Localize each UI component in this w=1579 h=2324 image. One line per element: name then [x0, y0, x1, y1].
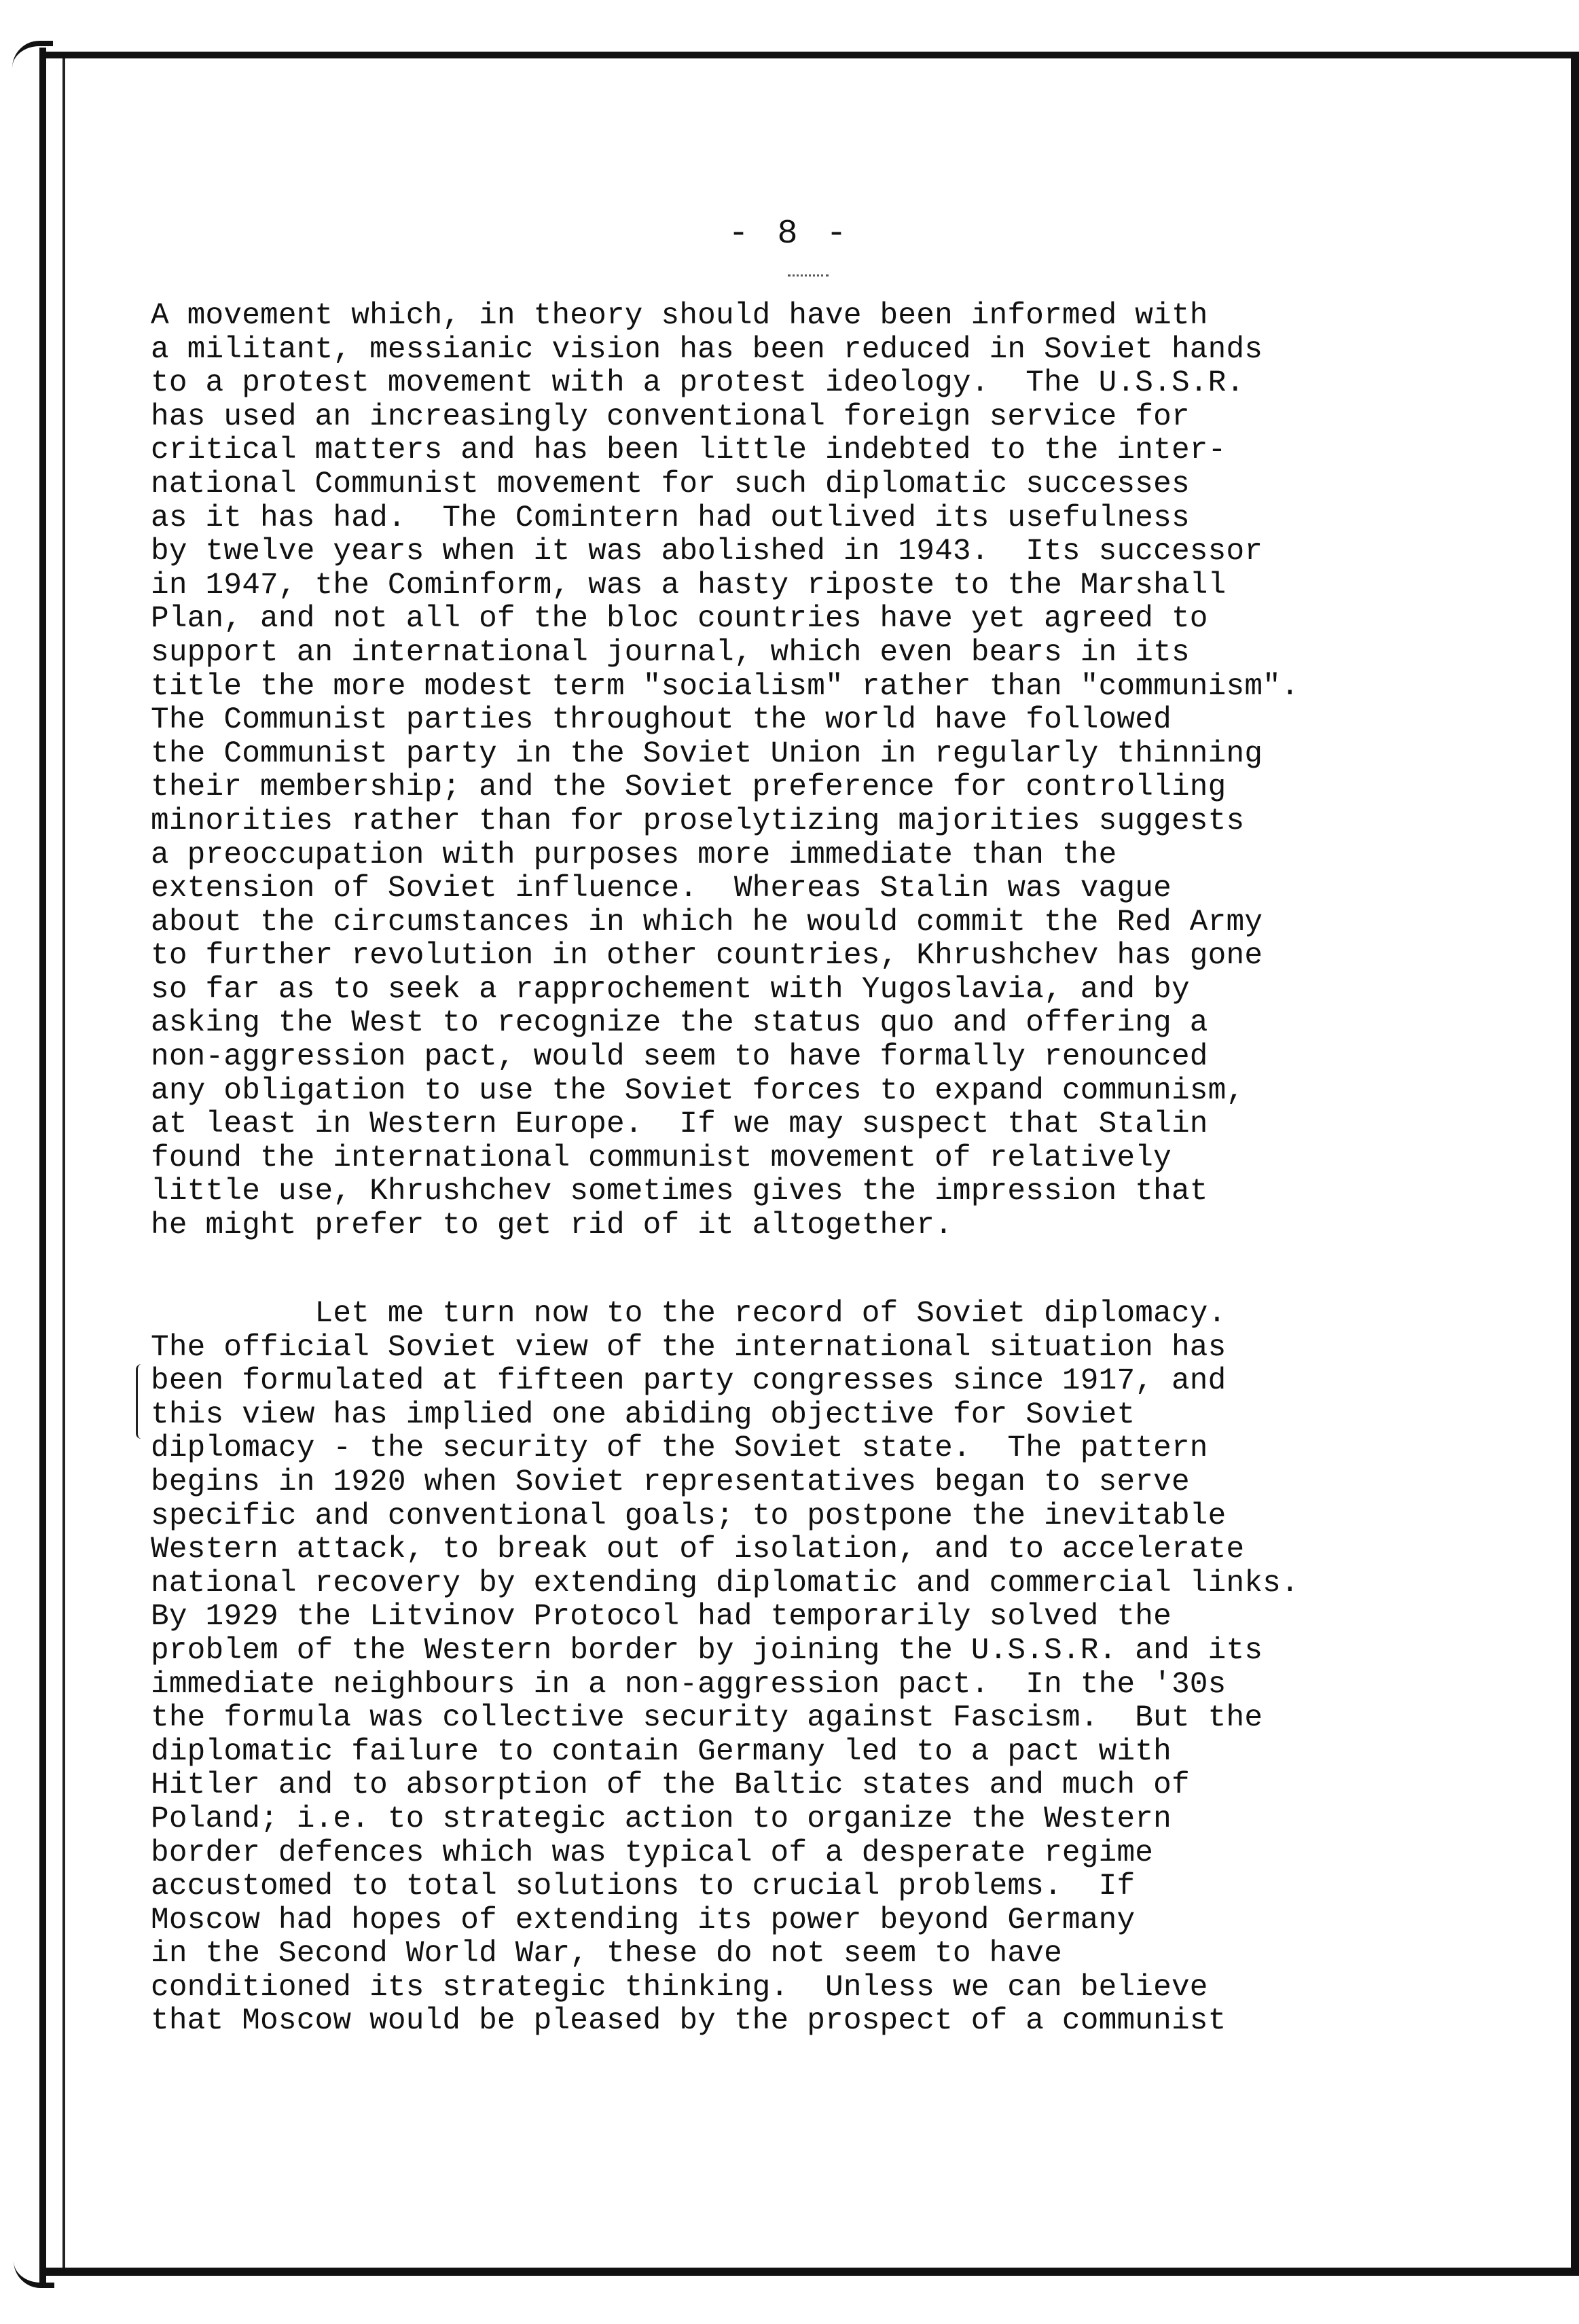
- text-line: Moscow had hopes of extending its power beyond Germany: [151, 1903, 1136, 1937]
- text-line: begins in 1920 when Soviet representatives began to serve: [151, 1465, 1190, 1499]
- text-line: The official Soviet view of the international situation has: [151, 1330, 1227, 1365]
- text-line: national recovery by extending diplomatic and commercial links.: [151, 1566, 1299, 1601]
- text-line: By 1929 the Litvinov Protocol had temporarily solved the: [151, 1600, 1172, 1634]
- text-line: Let me turn now to the record of Soviet diplomacy.: [151, 1297, 1227, 1331]
- text-line: support an international journal, which even bears in its: [151, 635, 1190, 670]
- text-line: so far as to seek a rapprochement with Yugoslavia, and by: [151, 972, 1190, 1007]
- frame-top-rule: [41, 52, 1579, 58]
- text-line: any obligation to use the Soviet forces to expand communism,: [151, 1073, 1245, 1108]
- text-line: accustomed to total solutions to crucial problems. If: [151, 1870, 1136, 1904]
- text-line: to further revolution in other countries, Khrushchev has gone: [151, 939, 1263, 973]
- text-line: problem of the Western border by joining the U.S.S.R. and its: [151, 1633, 1263, 1668]
- text-line: non-aggression pact, would seem to have formally renounced: [151, 1040, 1208, 1075]
- text-line: by twelve years when it was abolished in 1943. Its successor: [151, 535, 1263, 569]
- text-line: in 1947, the Cominform, was a hasty riposte to the Marshall: [151, 568, 1227, 603]
- paragraph-2: [151, 1298, 1482, 2039]
- paragraph-1: [151, 300, 1482, 1243]
- text-line: specific and conventional goals; to postpone the inevitable: [151, 1499, 1227, 1533]
- text-line: that Moscow would be pleased by the prospect of a communist: [151, 2004, 1227, 2039]
- frame-corner-bottom-left: [14, 2255, 54, 2288]
- text-line: the formula was collective security against Fascism. But the: [151, 1701, 1263, 1736]
- text-line: immediate neighbours in a non-aggression pact. In the '30s: [151, 1667, 1227, 1702]
- text-line: about the circumstances in which he would commit the Red Army: [151, 905, 1263, 940]
- text-line: critical matters and has been little indebted to the inter-: [151, 433, 1227, 468]
- text-line: as it has had. The Comintern had outlived its usefulness: [151, 501, 1190, 535]
- text-line: national Communist movement for such diplomatic successes: [151, 467, 1190, 501]
- text-line: diplomatic failure to contain Germany led to a pact with: [151, 1734, 1172, 1769]
- frame-right-rule: [1571, 52, 1579, 2273]
- text-line: been formulated at fifteen party congresses since 1917, and: [151, 1364, 1227, 1399]
- margin-bracket-mark: [136, 1364, 147, 1439]
- text-line: title the more modest term "socialism" rather than "communism".: [151, 669, 1299, 704]
- text-line: in the Second World War, these do not seem to have: [151, 1937, 1062, 1971]
- text-line: conditioned its strategic thinking. Unless we can believe: [151, 1970, 1208, 2005]
- text-line: their membership; and the Soviet preference for controlling: [151, 770, 1227, 805]
- text-line: at least in Western Europe. If we may suspect that Stalin: [151, 1107, 1208, 1142]
- page-number-underline: [788, 266, 829, 276]
- text-line: Plan, and not all of the bloc countries have yet agreed to: [151, 602, 1208, 637]
- text-line: border defences which was typical of a desperate regime: [151, 1836, 1154, 1870]
- text-line: The Communist parties throughout the world have followed: [151, 703, 1172, 738]
- text-line: Hitler and to absorption of the Baltic states and much of: [151, 1768, 1190, 1803]
- text-line: this view has implied one abiding objective for Soviet: [151, 1397, 1136, 1432]
- text-line: Poland; i.e. to strategic action to organize the Western: [151, 1802, 1172, 1836]
- text-line: Western attack, to break out of isolation, and to accelerate: [151, 1533, 1245, 1567]
- text-line: A movement which, in theory should have been informed with: [151, 299, 1208, 333]
- text-line: a preoccupation with purposes more immediate than the: [151, 838, 1117, 872]
- text-line: little use, Khrushchev sometimes gives the impression that: [151, 1175, 1208, 1209]
- text-line: has used an increasingly conventional foreign service for: [151, 399, 1190, 434]
- text-line: found the international communist movement of relatively: [151, 1141, 1172, 1175]
- frame-bottom-rule: [41, 2268, 1579, 2276]
- frame-left-inner-rule: [62, 58, 65, 2270]
- text-line: to a protest movement with a protest ideology. The U.S.S.R.: [151, 366, 1245, 401]
- text-line: the Communist party in the Soviet Union in regularly thinning: [151, 736, 1263, 771]
- text-line: a militant, messianic vision has been reduced in Soviet hands: [151, 332, 1263, 367]
- page-number: - 8 -: [728, 215, 851, 253]
- text-line: minorities rather than for proselytizing majorities suggests: [151, 804, 1245, 838]
- text-line: asking the West to recognize the status quo and offering a: [151, 1006, 1208, 1041]
- text-line: he might prefer to get rid of it altogether.: [151, 1209, 953, 1243]
- frame-left-rule: [39, 48, 46, 2283]
- text-line: diplomacy - the security of the Soviet state. The pattern: [151, 1431, 1208, 1466]
- text-line: extension of Soviet influence. Whereas Stalin was vague: [151, 872, 1172, 906]
